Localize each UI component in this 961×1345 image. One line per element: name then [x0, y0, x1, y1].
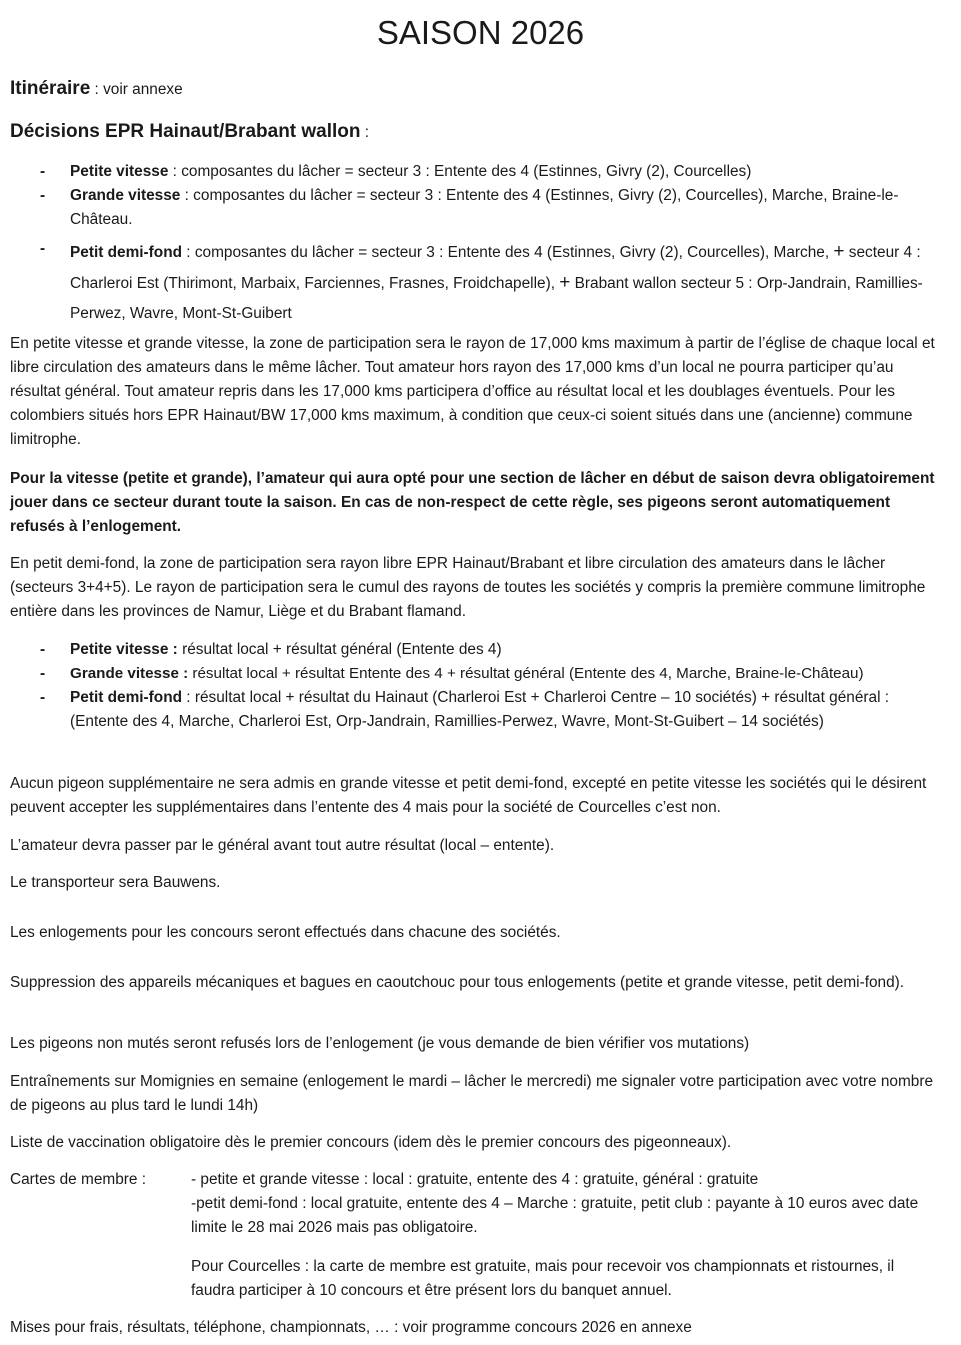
paragraph-mises: Mises pour frais, résultats, téléphone, championnats, … : voir programme concours 2026 en annexe [10, 1319, 692, 1336]
item-label: Petite vitesse [70, 163, 169, 180]
cartes-label: Cartes de membre : [10, 1171, 146, 1188]
plus-sign: + [833, 241, 845, 262]
list-item-resultat-demi-fond [70, 686, 940, 734]
bullet-marker: - [40, 641, 46, 658]
decisions-line [10, 120, 940, 145]
bullet-marker: - [40, 665, 46, 682]
cartes-demi-fond: -petit demi-fond : local gratuite, entente des 4 – Marche : gratuite, petit club : payante à 10 euros avec date limite le 28 mai 2026 mais pas obligatoire. [191, 1195, 919, 1236]
item-text: Brabant wallon secteur 5 : Orp-Jandrain, Ramillies-Perwez, Wavre, Mont-St-Guibert [70, 275, 923, 322]
plus-sign: + [559, 272, 571, 293]
item-text: secteur 4 : Charleroi Est (Thirimont, Marbaix, Farciennes, Frasnes, Froidchapelle), [70, 244, 921, 292]
paragraph-mutations: Les pigeons non mutés seront refusés lors de l’enlogement (je vous demande de bien vérifier vos mutations) [10, 1035, 750, 1052]
list-item-grande-vitesse [70, 184, 940, 232]
list-item-petit-demi-fond [70, 237, 940, 329]
item-label: Petite vitesse : [70, 641, 178, 658]
bullet-marker: - [40, 689, 46, 706]
paragraph-suppression: Suppression des appareils mécaniques et bagues en caoutchouc pour tous enlogements (petite et grande vitesse, petit demi-fond). [10, 974, 905, 991]
item-label: Grande vitesse : [70, 665, 189, 682]
item-text: : composantes du lâcher = secteur 3 : Entente des 4 (Estinnes, Givry (2), Courcelles), Marche, [182, 244, 834, 261]
bullet-marker: - [40, 163, 46, 180]
paragraph-transporteur: Le transporteur sera Bauwens. [10, 874, 221, 891]
decisions-heading: Décisions EPR Hainaut/Brabant wallon [10, 121, 361, 142]
paragraph-general: L’amateur devra passer par le général avant tout autre résultat (local – entente). [10, 837, 555, 854]
item-label: Petit demi-fond [70, 689, 183, 706]
bullet-marker: - [40, 240, 46, 257]
itineraire-text: : voir annexe [90, 81, 183, 98]
page-title: SAISON 2026 [376, 14, 585, 51]
paragraph-enlogements: Les enlogements pour les concours seront effectués dans chacune des sociétés. [10, 924, 561, 941]
list-item-resultat-petite-vitesse [70, 638, 940, 662]
paragraph-zone-vitesse: En petite vitesse et grande vitesse, la zone de participation sera le rayon de 17,000 kms maximum à partir de l’église de chaque local et libre circulation des amateurs dans le même lâcher. Tout amateur hors rayon des 17,000 kms d’un local ne pourra participer qu’au résultat général. Tout amateur repris dans les 17,000 kms participera d’office au résultat local et les doublages éventuels. Pour les colombiers situés hors EPR Hainaut/BW 17,000 kms maximum, à condition que ceux-ci soient situés dans une (ancienne) commune limitrophe. [10, 335, 935, 448]
paragraph-regle-secteur: Pour la vitesse (petite et grande), l’amateur qui aura opté pour une section de lâcher en début de saison devra obligatoirement jouer dans ce secteur durant toute la saison. En cas de non-respect de cette règle, ses pigeons seront automatiquement refusés à l’enlogement. [10, 470, 935, 535]
list-item-resultat-grande-vitesse [70, 662, 950, 686]
itineraire-heading: Itinéraire [10, 78, 91, 99]
bullet-marker: - [40, 187, 46, 204]
paragraph-vaccination: Liste de vaccination obligatoire dès le premier concours (idem dès le premier concours des pigeonneaux). [10, 1134, 732, 1151]
itineraire-line [10, 77, 940, 102]
cartes-vitesse: - petite et grande vitesse : local : gratuite, entente des 4 : gratuite, général : gratuite [191, 1171, 759, 1188]
item-text: résultat local + résultat Entente des 4 + résultat général (Entente des 4, Marche, Braine-le-Château) [188, 665, 864, 682]
item-text: résultat local + résultat général (Entente des 4) [177, 641, 502, 658]
decisions-text: : [360, 124, 370, 141]
paragraph-zone-demi-fond: En petit demi-fond, la zone de participation sera rayon libre EPR Hainaut/Brabant et libre circulation des amateurs dans le lâcher (secteurs 3+4+5). Le rayon de participation sera le cumul des rayons de toutes les sociétés y compris la première commune limitrophe entière dans les provinces de Namur, Liège et du Brabant flamand. [10, 555, 926, 620]
item-text: : composantes du lâcher = secteur 3 : Entente des 4 (Estinnes, Givry (2), Courcelles), Marche, Braine-le-Château. [70, 187, 899, 228]
cartes-courcelles: Pour Courcelles : la carte de membre est gratuite, mais pour recevoir vos championnats et ristournes, il faudra participer à 10 concours et être présent lors du banquet annuel. [191, 1258, 895, 1299]
list-item-petite-vitesse [70, 160, 940, 184]
paragraph-entrainements: Entraînements sur Momignies en semaine (enlogement le mardi – lâcher le mercredi) me signaler votre participation avec votre nombre de pigeons au plus tard le lundi 14h) [10, 1073, 934, 1114]
paragraph-supplementaires: Aucun pigeon supplémentaire ne sera admis en grande vitesse et petit demi-fond, excepté en petite vitesse les sociétés qui le désirent peuvent accepter les supplémentaires dans l’entente des 4 mais pour la société de Courcelles c’est non. [10, 775, 927, 816]
item-text: : résultat local + résultat du Hainaut (Charleroi Est + Charleroi Centre – 10 sociétés) + résultat général : (Entente des 4, Marche, Charleroi Est, Orp-Jandrain, Ramillies-Perwez, Wavre, Mont-St-Guibert – 14 sociétés) [70, 689, 890, 730]
item-text: : composantes du lâcher = secteur 3 : Entente des 4 (Estinnes, Givry (2), Courcelles) [168, 163, 752, 180]
item-label: Petit demi-fond [70, 244, 183, 261]
item-label: Grande vitesse [70, 187, 181, 204]
